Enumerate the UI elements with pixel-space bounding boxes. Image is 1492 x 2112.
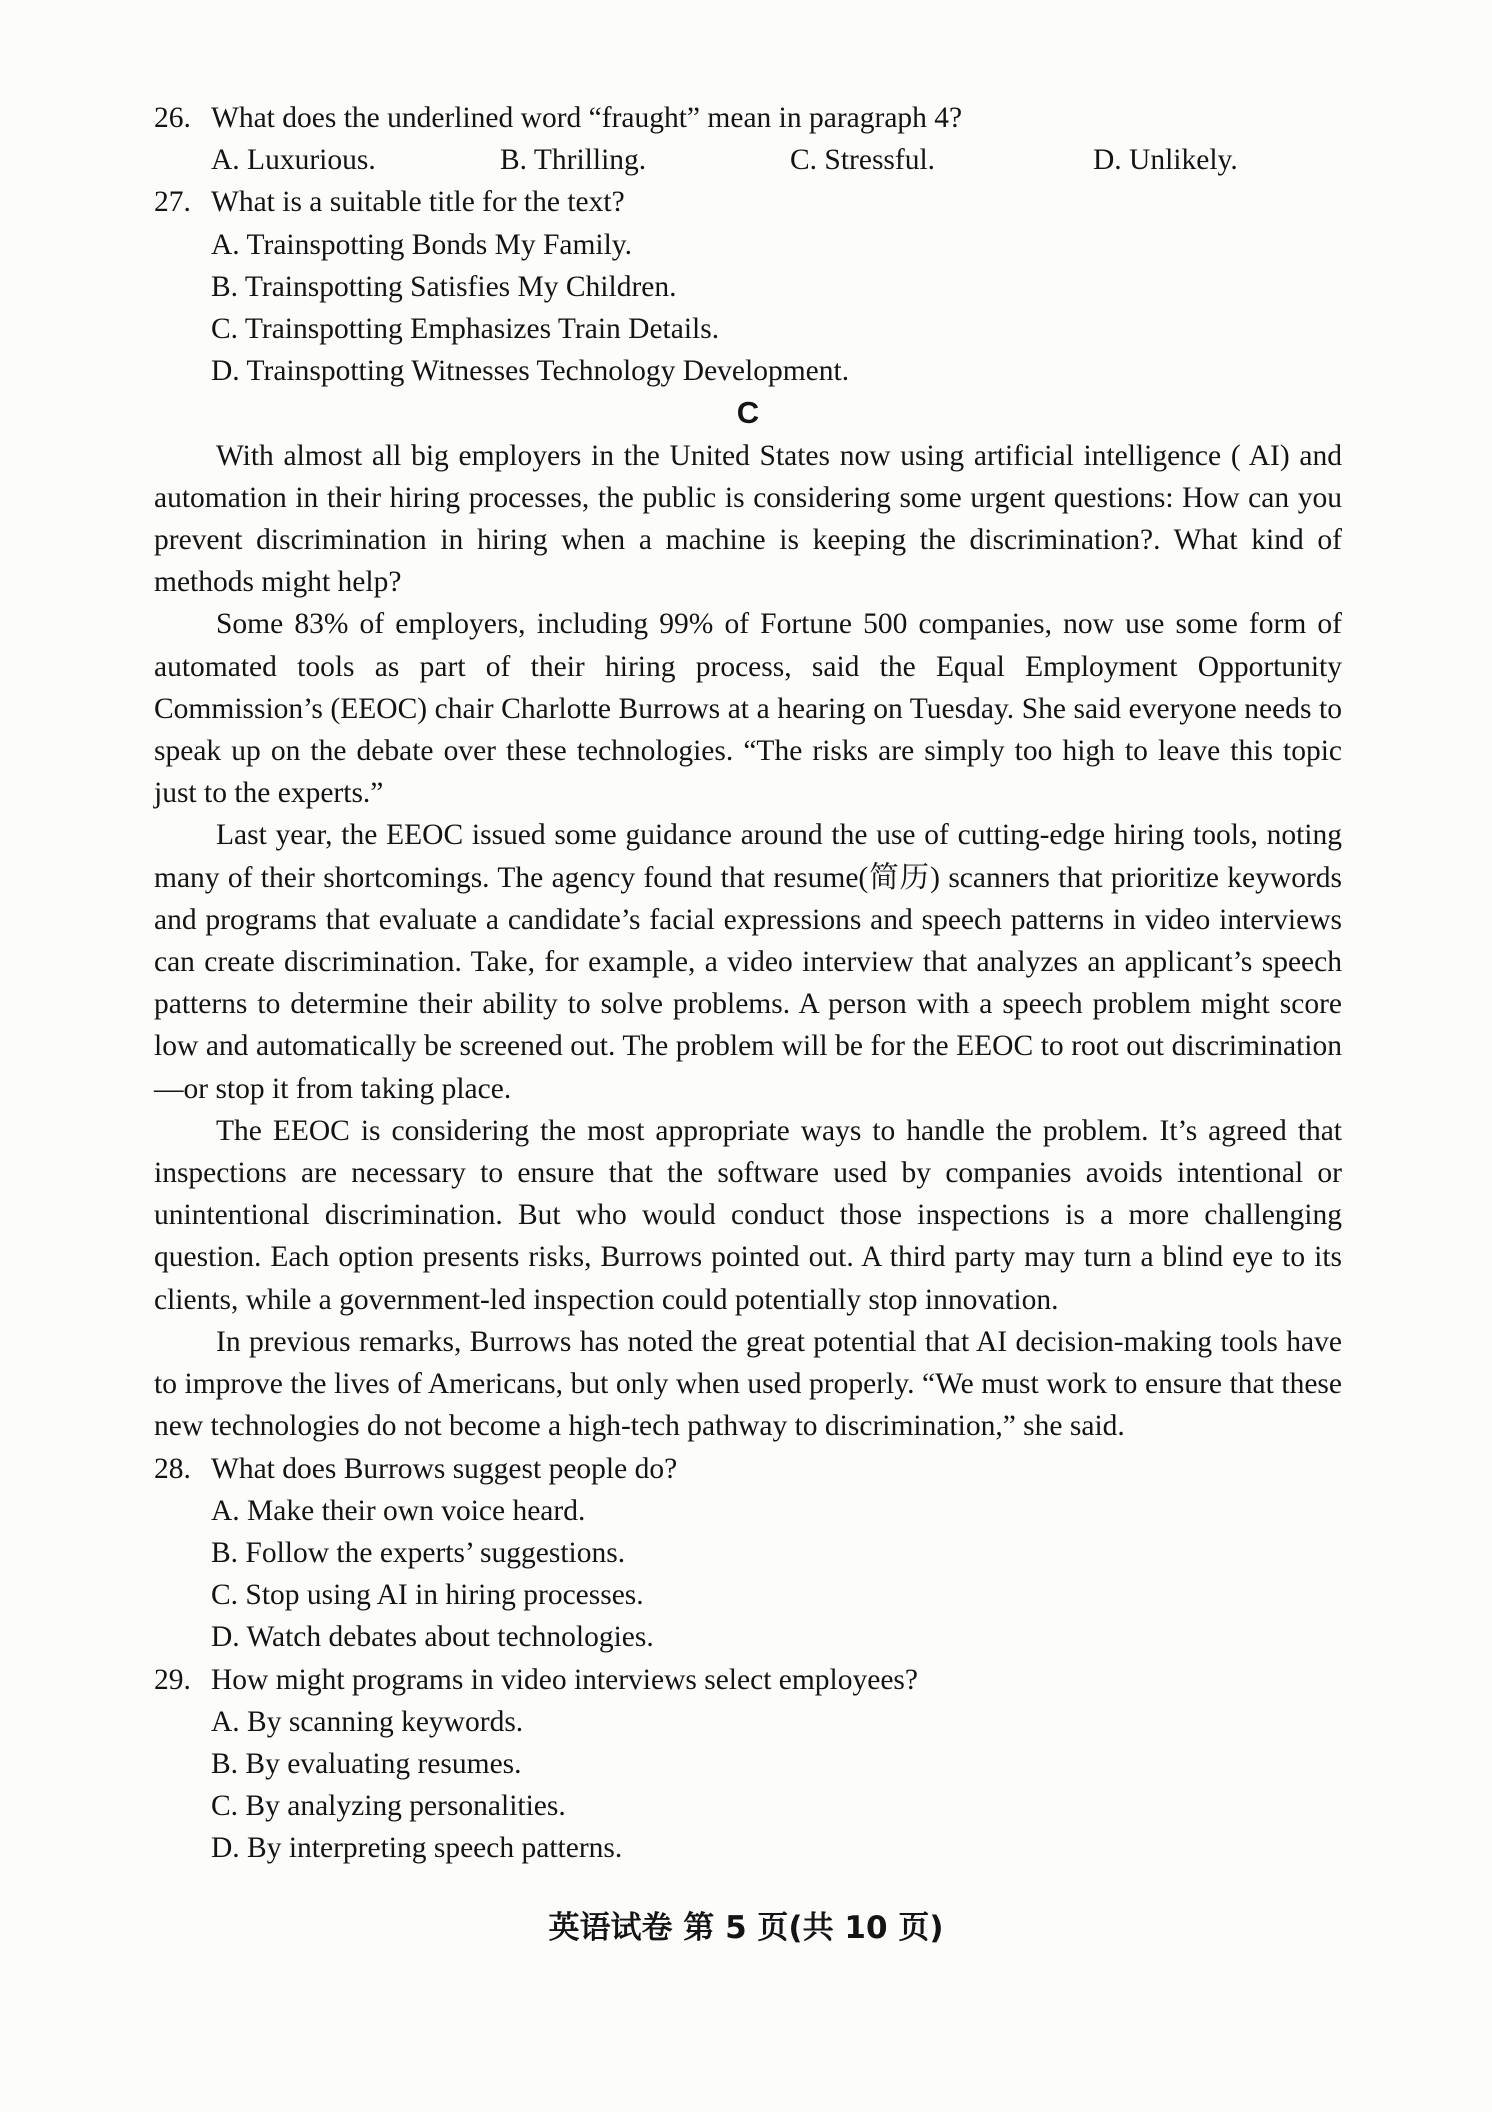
option-c: C. Trainspotting Emphasizes Train Details. bbox=[211, 313, 720, 346]
passage-paragraph-5: In previous remarks, Burrows has noted the great potential that AI decision-making tools have to improve the lives of Americans, but only when used properly. “We must work to ensure that these new technologies do not become a high-tech pathway to discrimination,” she said. bbox=[154, 1325, 1342, 1443]
question-29 bbox=[154, 1659, 1342, 1701]
question-28 bbox=[154, 1448, 1342, 1490]
question-26-options bbox=[154, 139, 1342, 181]
question-stem: What does Burrows suggest people do? bbox=[211, 1452, 678, 1485]
passage-paragraph-4: The EEOC is considering the most appropriate ways to handle the problem. It’s agreed that inspections are necessary to ensure that the software used by companies avoids intentional or unintentional discrimination. But who would conduct those inspections is a more challenging question. Each option presents risks, Burrows pointed out. A third party may turn a blind eye to its clients, while a government-led inspection could potentially stop innovation. bbox=[154, 1114, 1342, 1316]
question-number: 26. bbox=[154, 102, 191, 134]
option-a: A. Make their own voice heard. bbox=[211, 1494, 586, 1527]
question-number: 28. bbox=[154, 1452, 191, 1485]
option-d: D. By interpreting speech patterns. bbox=[211, 1832, 623, 1865]
option-a: A. Trainspotting Bonds My Family. bbox=[211, 228, 632, 261]
passage-paragraph-1: With almost all big employers in the United States now using artificial intelligence ( AI) and automation in their hiring processes, the public is considering some urgent questions: How can you prevent discrimination in hiring when a machine is keeping the discrimination?. What kind of methods might help? bbox=[154, 439, 1342, 599]
page-content bbox=[154, 97, 1342, 1870]
question-number: 27. bbox=[154, 186, 191, 219]
option-d: D. Unlikely. bbox=[1093, 144, 1238, 177]
option-d: D. Trainspotting Witnesses Technology Development. bbox=[211, 355, 850, 388]
page-footer: 英语试卷 第 5 页(共 10 页) bbox=[548, 1910, 944, 1946]
option-c: C. By analyzing personalities. bbox=[211, 1790, 566, 1823]
option-b: B. Follow the experts’ suggestions. bbox=[211, 1536, 626, 1569]
question-stem: What does the underlined word “fraught” mean in paragraph 4? bbox=[211, 102, 963, 134]
option-b: B. By evaluating resumes. bbox=[211, 1747, 522, 1780]
option-b: B. Thrilling. bbox=[500, 144, 647, 177]
option-a: A. By scanning keywords. bbox=[211, 1705, 524, 1738]
passage-paragraph-2: Some 83% of employers, including 99% of Fortune 500 companies, now use some form of automated tools as part of their hiring process, said the Equal Employment Opportunity Commission’s (EEOC) chair Charlotte Burrows at a hearing on Tuesday. She said everyone needs to speak up on the debate over these technologies. “The risks are simply too high to leave this topic just to the experts.” bbox=[154, 608, 1342, 810]
question-stem: What is a suitable title for the text? bbox=[211, 186, 625, 219]
option-d: D. Watch debates about technologies. bbox=[211, 1621, 654, 1654]
passage-paragraph-3: Last year, the EEOC issued some guidance around the use of cutting-edge hiring tools, noting many of their shortcomings. The agency found that resume(简历) scanners that prioritize keywords and programs that evaluate a candidate’s facial expressions and speech patterns in video interviews can create discrimination. Take, for example, a video interview that analyzes an applicant’s speech patterns to determine their ability to solve problems. A person with a speech problem might score low and automatically be screened out. The problem will be for the EEOC to root out discrimination—or stop it from taking place. bbox=[154, 819, 1342, 1105]
question-26 bbox=[154, 97, 1342, 139]
option-a: A. Luxurious. bbox=[211, 144, 376, 177]
question-27 bbox=[154, 181, 1342, 223]
question-number: 29. bbox=[154, 1663, 191, 1696]
section-heading: C bbox=[736, 395, 760, 431]
option-c: C. Stressful. bbox=[790, 144, 936, 177]
question-stem: How might programs in video interviews select employees? bbox=[211, 1663, 919, 1696]
option-c: C. Stop using AI in hiring processes. bbox=[211, 1579, 644, 1612]
option-b: B. Trainspotting Satisfies My Children. bbox=[211, 270, 677, 303]
